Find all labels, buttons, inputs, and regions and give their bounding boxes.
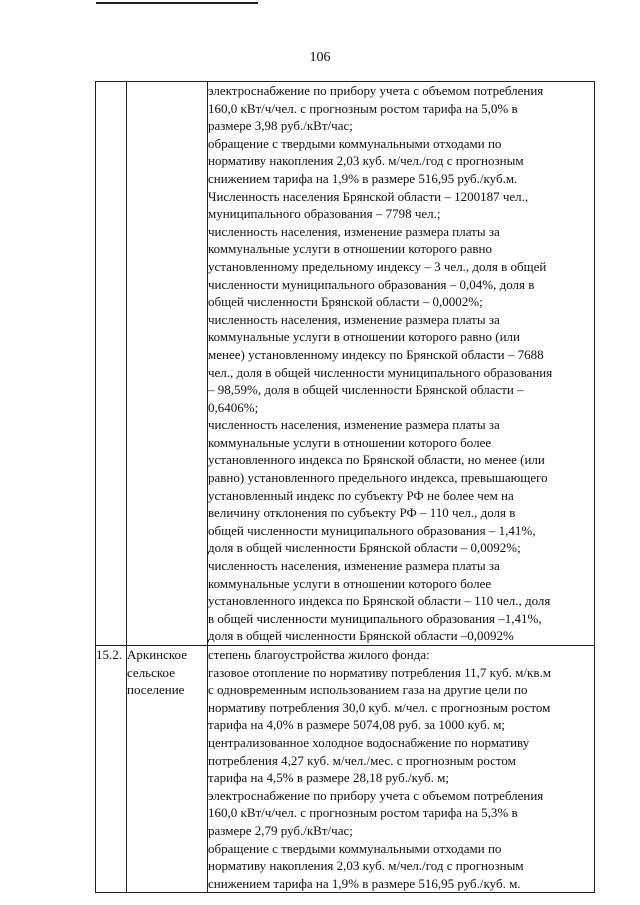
text-line: обращение с твердыми коммунальными отходами по: [208, 840, 502, 856]
text-line: тарифа на 4,0% в размере 5074,08 руб. за 1000 куб. м;: [208, 717, 506, 733]
text-line: установленному предельному индексу – 3 чел., доля в общей: [208, 258, 547, 274]
text-line: доля в общей численности Брянской области – 0,0092%;: [208, 540, 521, 556]
text-line: степень благоустройства жилого фонда:: [208, 647, 430, 662]
text-line: с одновременным использованием газа на другие цели по: [208, 682, 528, 698]
text-line: поселение: [127, 682, 185, 698]
text-line: 0,6406%;: [208, 399, 259, 415]
table-row: [96, 646, 595, 893]
text-line: численность населения, изменение размера платы за: [208, 311, 500, 327]
text-line: обращение с твердыми коммунальными отходами по: [208, 135, 502, 151]
text-line: численность населения, изменение размера платы за: [208, 223, 500, 239]
text-line: коммунальные услуги в отношении которого равно: [208, 241, 493, 257]
text-line: снижением тарифа на 1,9% в размере 516,95 руб./куб. м.: [208, 875, 521, 891]
text-line: нормативу накопления 2,03 куб. м/чел./год с прогнозным: [208, 153, 524, 169]
text-line: 160,0 кВт/ч/чел. с прогнозным ростом тарифа на 5,0% в: [208, 100, 518, 116]
text-line: размере 2,79 руб./кВт/час;: [208, 822, 353, 838]
table-row: [96, 82, 595, 646]
text-line: Численность населения Брянской области – 1200187 чел.,: [208, 188, 529, 204]
text-line: газовое отопление по нормативу потребления 11,7 куб. м/кв.м: [208, 664, 551, 680]
row-number-cell: [96, 82, 127, 646]
text-line: численность населения, изменение размера платы за: [208, 558, 500, 574]
municipality-name-cell: [127, 82, 208, 646]
text-line: численность населения, изменение размера платы за: [208, 417, 500, 433]
text-line: снижением тарифа на 1,9% в размере 516,95 руб./куб.м.: [208, 170, 518, 186]
text-line: установленный индекс по субъекту РФ не более чем на: [208, 487, 514, 503]
text-line: потребления 4,27 куб. м/чел./мес. с прогнозным ростом: [208, 752, 516, 768]
text-line: общей численности муниципального образования – 1,41%,: [208, 522, 536, 538]
text-line: в общей численности муниципального образования –1,41%,: [208, 610, 542, 626]
text-line: сельское: [127, 664, 175, 680]
text-line: электроснабжение по прибору учета с объемом потребления: [208, 83, 544, 98]
text-line: равно) установленного предельного индекса, превышающего: [208, 470, 548, 486]
text-line: коммунальные услуги в отношении которого равно (или: [208, 329, 520, 345]
description-cell: [208, 646, 595, 893]
text-line: – 98,59%, доля в общей численности Брянской области –: [208, 382, 524, 398]
text-line: доля в общей численности Брянской области –0,0092%: [208, 628, 514, 644]
text-line: общей численности Брянской области – 0,0002%;: [208, 294, 483, 310]
text-line: установленного индекса по Брянской области, но менее (или: [208, 452, 545, 468]
row-number-cell: 15.2.: [96, 646, 127, 893]
municipality-name-cell: [127, 646, 208, 893]
text-line: численности муниципального образования – 0,04%, доля в: [208, 276, 535, 292]
description-cell: [208, 82, 595, 646]
text-line: электроснабжение по прибору учета с объемом потребления: [208, 787, 544, 803]
text-line: тарифа на 4,5% в размере 28,18 руб./куб. м;: [208, 770, 449, 786]
page-number: 106: [309, 50, 331, 65]
text-line: менее) установленному индексу по Брянской области – 7688: [208, 346, 544, 362]
document-table: [95, 81, 595, 893]
text-line: коммунальные услуги в отношении которого более: [208, 434, 492, 450]
text-line: Аркинское: [127, 647, 187, 662]
text-line: муниципального образования – 7798 чел.;: [208, 206, 441, 222]
text-line: величину отклонения по субъекту РФ – 110 чел., доля в: [208, 505, 516, 521]
text-line: чел., доля в общей численности муниципального образования: [208, 364, 553, 380]
text-line: нормативу потребления 30,0 куб. м/чел. с прогнозным ростом: [208, 699, 551, 715]
text-line: централизованное холодное водоснабжение по нормативу: [208, 734, 530, 750]
top-rule: [96, 2, 258, 4]
text-line: размере 3,98 руб./кВт/час;: [208, 118, 353, 134]
text-line: коммунальные услуги в отношении которого более: [208, 575, 492, 591]
text-line: установленного индекса по Брянской области – 110 чел., доля: [208, 593, 551, 609]
text-line: 160,0 кВт/ч/чел. с прогнозным ростом тарифа на 5,3% в: [208, 805, 518, 821]
text-line: нормативу накопления 2,03 куб. м/чел./год с прогнозным: [208, 858, 524, 874]
